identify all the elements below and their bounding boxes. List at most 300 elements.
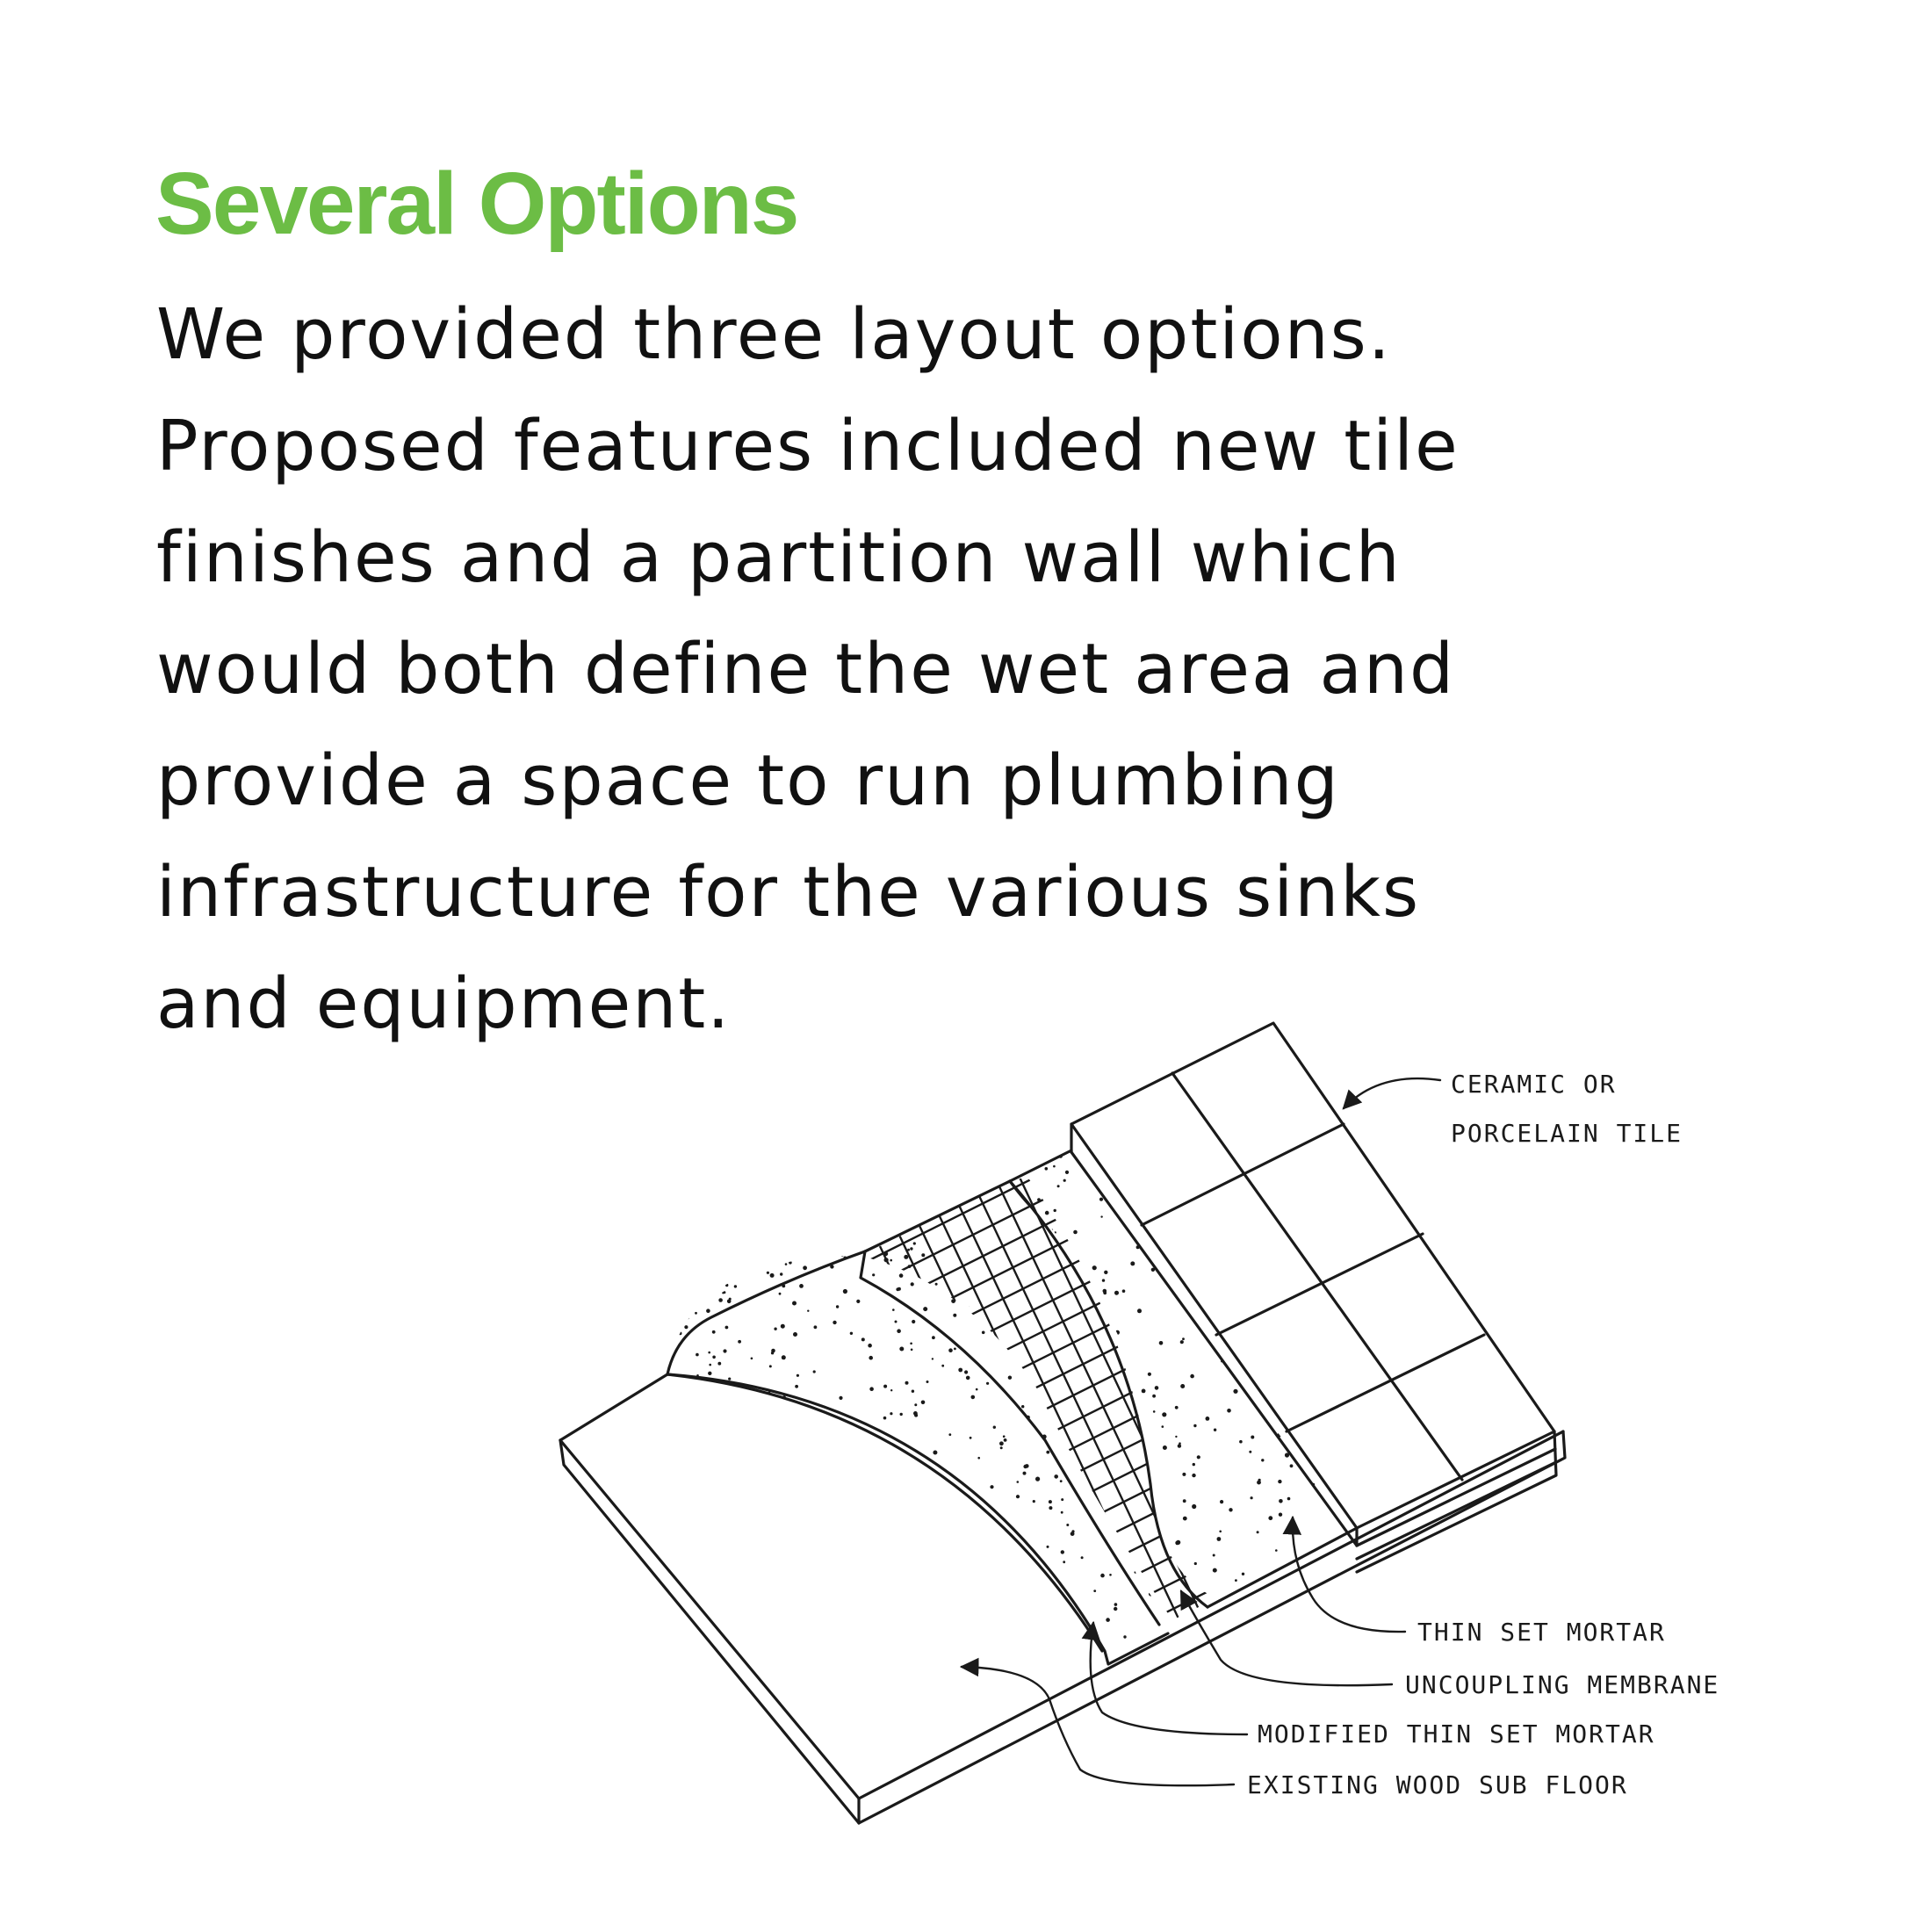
texture-dot	[1148, 1373, 1151, 1376]
texture-dot	[1057, 1396, 1061, 1400]
texture-dot	[725, 1284, 728, 1287]
texture-dot	[803, 1265, 807, 1270]
texture-dot	[878, 1611, 880, 1612]
texture-dot	[1331, 1325, 1334, 1328]
texture-dot	[1067, 1405, 1071, 1409]
texture-dot	[1124, 1389, 1127, 1392]
texture-dot	[1281, 1166, 1285, 1170]
texture-dot	[1158, 1149, 1161, 1151]
texture-dot	[971, 1395, 976, 1400]
texture-dot	[1112, 1413, 1114, 1416]
membrane-grid-line	[794, 1168, 1013, 1633]
texture-dot	[1296, 1168, 1298, 1170]
texture-dot	[1049, 1409, 1052, 1413]
texture-dot	[1233, 1389, 1237, 1394]
texture-dot	[897, 1329, 901, 1333]
texture-dot	[1197, 1455, 1200, 1459]
texture-dot	[725, 1326, 729, 1330]
texture-dot	[1153, 1410, 1156, 1413]
texture-dot	[748, 1244, 751, 1247]
texture-dot	[1217, 1537, 1222, 1541]
texture-dot	[1145, 1588, 1149, 1591]
texture-dot	[1346, 1469, 1350, 1473]
texture-dot	[1142, 1640, 1144, 1643]
texture-dot	[992, 1266, 995, 1269]
texture-dot	[1015, 1196, 1020, 1200]
membrane-grid-line	[1212, 1168, 1431, 1633]
membrane-grid-line	[1335, 1168, 1554, 1633]
texture-dot	[1171, 1298, 1173, 1301]
texture-dot	[815, 1490, 818, 1493]
membrane-grid-line	[573, 1168, 792, 1633]
texture-dot	[1260, 1264, 1263, 1266]
texture-dot	[1113, 1468, 1117, 1473]
texture-dot	[1035, 1477, 1040, 1481]
texture-dot	[1214, 1429, 1216, 1431]
texture-dot	[1155, 1386, 1159, 1390]
membrane-grid-line	[843, 843, 1229, 1036]
texture-dot	[915, 1515, 918, 1517]
texture-dot	[1301, 1463, 1304, 1466]
texture-dot	[768, 1391, 770, 1393]
texture-dot	[1298, 1264, 1301, 1266]
texture-dot	[856, 1300, 860, 1303]
texture-dot	[1216, 1301, 1221, 1306]
texture-dot	[1063, 1561, 1065, 1563]
texture-dot	[1081, 1334, 1084, 1337]
texture-dot	[813, 1370, 816, 1373]
texture-dot	[689, 1267, 692, 1270]
texture-dot	[686, 1403, 688, 1406]
membrane-grid-line	[843, 1168, 1063, 1633]
texture-dot	[1190, 1374, 1194, 1379]
texture-dot	[1235, 1579, 1237, 1582]
label-thin-set-mortar: THIN SET MORTAR	[1417, 1618, 1666, 1647]
texture-dot	[723, 1349, 726, 1352]
texture-dot	[929, 1647, 932, 1649]
texture-dot	[727, 1300, 732, 1304]
texture-dot	[1157, 1481, 1159, 1483]
texture-dot	[1027, 1649, 1028, 1651]
texture-dot	[833, 1647, 838, 1652]
texture-dot	[1217, 1162, 1220, 1164]
texture-dot	[739, 1568, 743, 1572]
texture-dot	[1206, 1417, 1210, 1421]
texture-dot	[788, 1472, 790, 1474]
texture-dot	[1183, 1316, 1186, 1319]
texture-dot	[744, 1251, 746, 1253]
texture-dot	[659, 1300, 661, 1302]
texture-dot	[1049, 1500, 1052, 1503]
texture-dot	[850, 1332, 853, 1335]
texture-dot	[1043, 1366, 1048, 1371]
texture-dot	[1061, 1511, 1063, 1514]
texture-dot	[693, 1250, 696, 1252]
texture-dot	[1182, 1473, 1186, 1476]
texture-dot	[1065, 1551, 1069, 1554]
texture-dot	[1261, 1264, 1264, 1266]
texture-dot	[1007, 1591, 1011, 1595]
texture-dot	[1100, 1215, 1102, 1217]
body-line: finishes and a partition wall which	[156, 517, 1402, 598]
texture-dot	[668, 1500, 671, 1503]
membrane-grid-line	[1089, 1168, 1308, 1633]
texture-dot	[899, 1633, 903, 1636]
texture-dot	[836, 1305, 839, 1308]
texture-dot	[1072, 1470, 1075, 1473]
texture-dot	[1249, 1451, 1251, 1453]
texture-dot	[1114, 1607, 1117, 1611]
texture-dot	[1346, 1280, 1350, 1284]
texture-dot	[1063, 1537, 1067, 1540]
texture-dot	[1055, 1147, 1059, 1151]
texture-dot	[839, 1396, 842, 1400]
texture-dot	[1122, 1289, 1126, 1293]
texture-dot	[1059, 1436, 1062, 1438]
texture-dot	[830, 1265, 833, 1268]
texture-dot	[1213, 1554, 1215, 1557]
texture-dot	[926, 1381, 929, 1383]
texture-dot	[883, 1417, 887, 1420]
texture-dot	[907, 1223, 910, 1226]
texture-dot	[1078, 1401, 1083, 1405]
membrane-grid-line	[843, 1423, 1229, 1616]
membrane-grid-line	[843, 975, 1229, 1168]
texture-dot	[1278, 1480, 1281, 1483]
membrane-grid-line	[1040, 1168, 1259, 1633]
texture-dot	[1027, 1485, 1029, 1488]
membrane-grid-line	[843, 1475, 1229, 1669]
texture-dot	[1159, 1182, 1162, 1185]
texture-dot	[1287, 1325, 1291, 1329]
texture-dot	[871, 1539, 875, 1542]
texture-dot	[698, 1437, 700, 1438]
membrane-grid-line	[720, 1168, 940, 1633]
texture-dot	[1192, 1474, 1195, 1477]
texture-dot	[1175, 1244, 1178, 1246]
texture-dot	[650, 1308, 653, 1312]
texture-dot	[782, 1479, 787, 1483]
body-line: provide a space to run plumbing	[156, 740, 1340, 821]
texture-dot	[923, 1616, 927, 1620]
texture-dot	[905, 1568, 908, 1571]
membrane-grid-line	[843, 764, 1229, 957]
texture-dot	[1065, 1171, 1069, 1174]
texture-dot	[1022, 1568, 1026, 1571]
texture-dot	[1017, 1481, 1020, 1483]
texture-dot	[1009, 1245, 1013, 1250]
texture-dot	[1045, 1211, 1049, 1215]
texture-dot	[684, 1325, 688, 1329]
texture-dot	[1111, 1438, 1114, 1441]
texture-dot	[1193, 1463, 1195, 1466]
texture-dot	[731, 1599, 734, 1603]
texture-dot	[720, 1611, 723, 1614]
texture-dot	[1157, 1220, 1160, 1222]
texture-dot	[768, 1620, 770, 1622]
texture-dot	[731, 1513, 733, 1516]
texture-dot	[1135, 1459, 1138, 1461]
texture-dot	[890, 1412, 892, 1415]
texture-dot	[1020, 1562, 1025, 1567]
texture-dot	[738, 1220, 742, 1224]
texture-dot	[854, 1631, 857, 1633]
texture-dot	[1180, 1340, 1184, 1344]
texture-dot	[1340, 1300, 1343, 1302]
texture-dot	[814, 1325, 818, 1329]
texture-dot	[1290, 1464, 1294, 1467]
thin-set-mortar-layer	[999, 1141, 1357, 1608]
texture-dot	[977, 1457, 980, 1460]
texture-dot	[1002, 1419, 1006, 1423]
texture-dot	[959, 1501, 962, 1504]
texture-dot	[1139, 1448, 1143, 1452]
texture-dot	[687, 1317, 689, 1320]
texture-dot	[664, 1487, 667, 1489]
texture-dot	[771, 1352, 774, 1354]
texture-dot	[1159, 1341, 1164, 1345]
texture-dot	[712, 1613, 716, 1617]
texture-dot	[1020, 1461, 1024, 1465]
texture-dot	[828, 1463, 832, 1467]
texture-dot	[774, 1328, 776, 1330]
texture-dot	[1184, 1226, 1186, 1228]
texture-dot	[1332, 1561, 1335, 1563]
texture-dot	[900, 1454, 904, 1458]
texture-dot	[691, 1626, 694, 1629]
texture-dot	[795, 1385, 798, 1388]
texture-dot	[1162, 1425, 1164, 1428]
texture-dot	[733, 1623, 737, 1626]
texture-dot	[1155, 1352, 1159, 1357]
texture-dot	[738, 1340, 741, 1344]
texture-dot	[1177, 1415, 1179, 1417]
texture-dot	[899, 1636, 902, 1639]
texture-dot	[1060, 1480, 1063, 1482]
texture-dot	[1099, 1198, 1103, 1201]
texture-dot	[921, 1253, 925, 1257]
texture-dot	[1179, 1509, 1182, 1511]
texture-dot	[697, 1447, 700, 1450]
membrane-grid-line	[745, 1168, 964, 1633]
texture-dot	[913, 1472, 918, 1476]
texture-dot	[1318, 1308, 1321, 1310]
membrane-grid-line	[843, 1502, 1229, 1695]
texture-dot	[861, 1603, 864, 1606]
texture-dot	[1099, 1546, 1102, 1549]
texture-dot	[786, 1491, 789, 1494]
texture-dot	[664, 1408, 668, 1412]
texture-dot	[1305, 1280, 1308, 1283]
tile-layer	[1071, 1023, 1556, 1572]
texture-dot	[1040, 1519, 1043, 1523]
texture-dot	[1277, 1392, 1280, 1395]
texture-dot	[1322, 1203, 1325, 1207]
texture-dot	[1102, 1279, 1105, 1281]
texture-dot	[1075, 1501, 1078, 1504]
texture-dot	[904, 1255, 908, 1259]
texture-dot	[1108, 1556, 1111, 1559]
texture-dot	[1139, 1304, 1142, 1307]
texture-dot	[1332, 1250, 1336, 1253]
label-existing-wood-sub-floor: EXISTING WOOD SUB FLOOR	[1247, 1770, 1628, 1799]
texture-dot	[717, 1362, 721, 1366]
texture-dot	[1245, 1343, 1249, 1346]
texture-dot	[648, 1433, 652, 1437]
texture-dot	[1341, 1346, 1344, 1349]
texture-dot	[1283, 1312, 1287, 1316]
texture-dot	[1275, 1307, 1280, 1311]
texture-dot	[1213, 1568, 1217, 1573]
texture-dot	[1337, 1449, 1340, 1453]
texture-dot	[841, 1640, 844, 1642]
texture-dot	[1229, 1255, 1233, 1258]
texture-dot	[1080, 1149, 1084, 1152]
texture-dot	[914, 1403, 917, 1406]
texture-dot	[1011, 1627, 1013, 1630]
texture-dot	[843, 1289, 847, 1294]
texture-dot	[1142, 1389, 1146, 1394]
texture-dot	[1053, 1370, 1056, 1373]
texture-dot	[1052, 1143, 1056, 1146]
texture-dot	[1320, 1569, 1323, 1573]
texture-dot	[1185, 1605, 1188, 1609]
texture-dot	[793, 1332, 797, 1337]
membrane-grid-line	[843, 790, 1229, 984]
texture-dot	[1231, 1587, 1236, 1591]
texture-dot	[996, 1316, 1000, 1321]
texture-dot	[1073, 1230, 1078, 1235]
texture-dot	[661, 1286, 665, 1289]
texture-dot	[993, 1426, 996, 1429]
texture-dot	[1020, 1554, 1023, 1557]
texture-dot	[804, 1528, 808, 1532]
texture-dot	[1095, 1582, 1099, 1586]
texture-dot	[1003, 1567, 1007, 1571]
texture-dot	[706, 1289, 709, 1292]
texture-dot	[742, 1601, 745, 1604]
texture-dot	[692, 1229, 696, 1232]
texture-dot	[892, 1602, 896, 1605]
texture-dot	[1186, 1184, 1189, 1187]
texture-dot	[1251, 1496, 1253, 1499]
texture-dot	[1093, 1294, 1096, 1296]
texture-dot	[793, 1555, 797, 1560]
membrane-grid-line	[843, 1107, 1229, 1300]
texture-dot	[1130, 1261, 1135, 1265]
texture-dot	[911, 1349, 913, 1352]
texture-dot	[1049, 1432, 1052, 1435]
texture-dot	[932, 1336, 935, 1339]
texture-dot	[1092, 1427, 1094, 1430]
texture-dot	[1177, 1428, 1181, 1432]
texture-dot	[1014, 1458, 1019, 1462]
texture-dot	[1067, 1308, 1071, 1312]
texture-dot	[1149, 1592, 1153, 1597]
texture-dot	[933, 1451, 937, 1455]
texture-dot	[1252, 1339, 1255, 1342]
texture-dot	[1009, 1351, 1012, 1353]
texture-dot	[1254, 1280, 1258, 1284]
texture-dot	[1211, 1141, 1214, 1143]
modified-mortar-layer	[648, 1219, 1186, 1664]
texture-dot	[1006, 1174, 1009, 1177]
texture-dot	[1106, 1478, 1108, 1481]
texture-dot	[859, 1469, 861, 1472]
texture-dot	[861, 1563, 864, 1566]
texture-dot	[1193, 1424, 1196, 1427]
texture-dot	[710, 1475, 715, 1480]
texture-dot	[898, 1287, 901, 1291]
texture-dot	[1081, 1556, 1084, 1559]
texture-dot	[1114, 1603, 1118, 1606]
texture-dot	[1287, 1497, 1291, 1501]
texture-dot	[892, 1308, 895, 1311]
texture-dot	[740, 1434, 744, 1438]
texture-dot	[1032, 1413, 1035, 1417]
texture-dot	[1013, 1562, 1018, 1567]
texture-dot	[710, 1414, 712, 1416]
texture-dot	[921, 1584, 924, 1587]
texture-dot	[932, 1358, 934, 1359]
texture-dot	[1063, 1142, 1064, 1143]
texture-dot	[998, 1280, 1001, 1282]
texture-dot	[886, 1606, 890, 1610]
texture-dot	[921, 1401, 926, 1405]
texture-dot	[845, 1583, 848, 1587]
texture-dot	[934, 1631, 935, 1633]
texture-dot	[776, 1536, 780, 1539]
texture-dot	[673, 1247, 677, 1251]
membrane-grid-line	[843, 1133, 1229, 1326]
texture-dot	[1192, 1504, 1196, 1509]
texture-dot	[715, 1271, 717, 1273]
texture-dot	[674, 1422, 678, 1426]
texture-dot	[712, 1414, 717, 1418]
texture-dot	[1136, 1453, 1139, 1455]
texture-dot	[1101, 1149, 1104, 1151]
texture-dot	[1066, 1524, 1069, 1526]
texture-dot	[1050, 1562, 1054, 1566]
texture-dot	[1029, 1652, 1033, 1655]
texture-dot	[781, 1403, 783, 1406]
texture-dot	[1045, 1244, 1049, 1248]
texture-dot	[681, 1231, 685, 1235]
texture-dot	[1061, 1498, 1063, 1501]
texture-dot	[1163, 1445, 1167, 1450]
texture-dot	[785, 1489, 789, 1493]
texture-dot	[1332, 1253, 1335, 1256]
texture-dot	[835, 1605, 839, 1609]
texture-dot	[676, 1606, 679, 1609]
texture-dot	[1123, 1635, 1126, 1638]
membrane-grid-line	[818, 1168, 1038, 1633]
texture-dot	[811, 1232, 815, 1236]
membrane-grid-line	[1114, 1168, 1333, 1633]
texture-dot	[854, 1568, 856, 1570]
texture-dot	[1049, 1585, 1053, 1589]
texture-dot	[870, 1438, 874, 1441]
texture-dot	[1071, 1532, 1075, 1536]
texture-dot	[896, 1600, 898, 1603]
texture-dot	[912, 1466, 914, 1468]
texture-dot	[861, 1589, 864, 1591]
texture-dot	[696, 1503, 699, 1505]
texture-dot	[1247, 1331, 1250, 1334]
texture-dot	[1114, 1291, 1119, 1295]
texture-dot	[883, 1385, 887, 1388]
texture-dot	[1244, 1244, 1247, 1247]
